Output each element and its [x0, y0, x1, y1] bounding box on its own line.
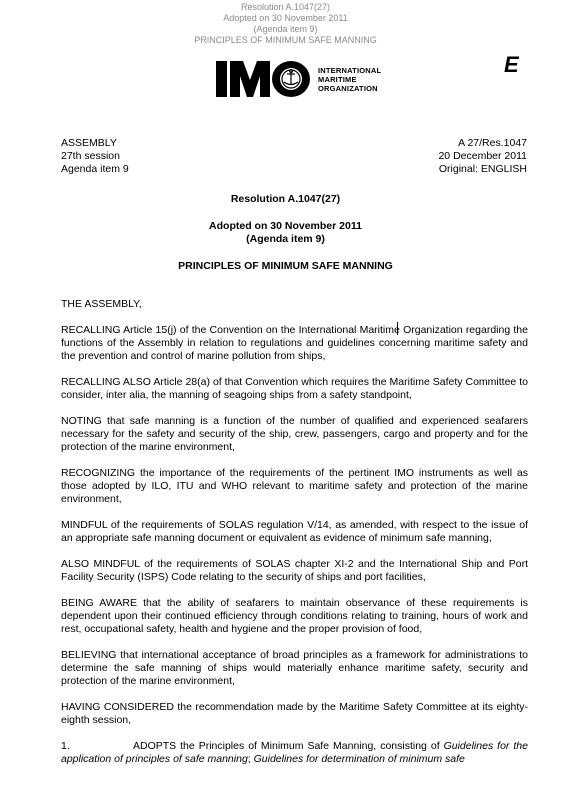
- imo-logo-mark: [216, 60, 312, 98]
- preamble-paragraph: RECOGNIZING the importance of the requirements of the pertinent IMO instruments as well as those adopted by ILO, ITU and WHO relevant to maritime safety and protection of the marine environment,: [61, 467, 528, 505]
- organization-name-line: INTERNATIONAL: [318, 66, 382, 75]
- document-meta-left: [61, 137, 129, 176]
- preamble-paragraph: ALSO MINDFUL of the requirements of SOLAS chapter XI-2 and the International Ship and Port Facility Security (ISPS) Code relating to the security of ships and port facilities,: [61, 558, 528, 583]
- meta-date: 20 December 2011: [438, 150, 527, 162]
- meta-symbol: A 27/Res.1047: [458, 137, 527, 149]
- document-title: PRINCIPLES OF MINIMUM SAFE MANNING: [178, 260, 393, 272]
- language-mark: E: [504, 52, 519, 77]
- meta-body: ASSEMBLY: [61, 137, 117, 149]
- meta-agenda-item: Agenda item 9: [61, 163, 129, 175]
- operative-separator: ;: [247, 753, 254, 765]
- running-header-line: Adopted on 30 November 2011: [223, 13, 348, 23]
- preamble-paragraph: MINDFUL of the requirements of SOLAS regulation V/14, as amended, with respect to the issue of an appropriate safe manning document or equivalent as evidence of minimum safe manning,: [61, 519, 528, 544]
- preamble-opening: THE ASSEMBLY,: [61, 298, 142, 310]
- document-meta-right: [438, 137, 527, 176]
- operative-italic-title: Guidelines for the application of principles of safe manning: [61, 740, 528, 765]
- organization-name-line: ORGANIZATION: [318, 84, 378, 93]
- resolution-number: Resolution A.1047(27): [230, 193, 341, 205]
- preamble-paragraph: RECALLING Article 15(j) of the Convention on the International Maritime Organization regarding the functions of the Assembly in relation to regulations and guidelines concerning maritime safety and the prevention and control of marine pollution from ships,: [61, 324, 528, 362]
- preamble-paragraph: BEING AWARE that the ability of seafarers to maintain observance of these requirements is dependent upon their continued efficiency through conditions relating to training, hours of work and rest, occupational safety, health and hygiene and the proper provision of food,: [61, 597, 528, 635]
- running-header-line: PRINCIPLES OF MINIMUM SAFE MANNING: [194, 35, 377, 45]
- resolution-body: [61, 298, 528, 779]
- preamble-paragraph: NOTING that safe manning is a function of the number of qualified and experienced seafarers necessary for the safety and security of the ship, crew, passengers, cargo and property and for the protection of the marine environment,: [61, 415, 528, 453]
- preamble-paragraph: BELIEVING that international acceptance of broad principles as a framework for administrations to determine the safe manning of ships would materially enhance maritime safety, security and protection of the marine environment,: [61, 649, 528, 687]
- organization-name-line: MARITIME: [318, 75, 357, 84]
- agenda-reference: (Agenda item 9): [246, 233, 325, 245]
- meta-session: 27th session: [61, 150, 120, 162]
- meta-original-language: Original: ENGLISH: [438, 163, 527, 175]
- running-header: [0, 2, 571, 46]
- operative-paragraph: [61, 740, 528, 766]
- running-header-line: Resolution A.1047(27): [240, 2, 331, 12]
- operative-italic-title: Guidelines for determination of minimum safe: [253, 753, 465, 765]
- operative-number: 1.: [61, 740, 70, 752]
- preamble-paragraph: HAVING CONSIDERED the recommendation made by the Maritime Safety Committee at its eighty-eighth session,: [61, 701, 528, 726]
- adoption-date: Adopted on 30 November 2011: [209, 220, 362, 232]
- imo-logo: [216, 60, 406, 98]
- preamble-paragraph: RECALLING ALSO Article 28(a) of that Convention which requires the Maritime Safety Committee to consider, inter alia, the manning of seagoing ships from a safety standpoint,: [61, 376, 528, 401]
- operative-text: ADOPTS the Principles of Minimum Safe Manning, consisting of: [133, 740, 444, 752]
- running-header-line: (Agenda item 9): [253, 24, 318, 34]
- organization-name: [318, 66, 381, 93]
